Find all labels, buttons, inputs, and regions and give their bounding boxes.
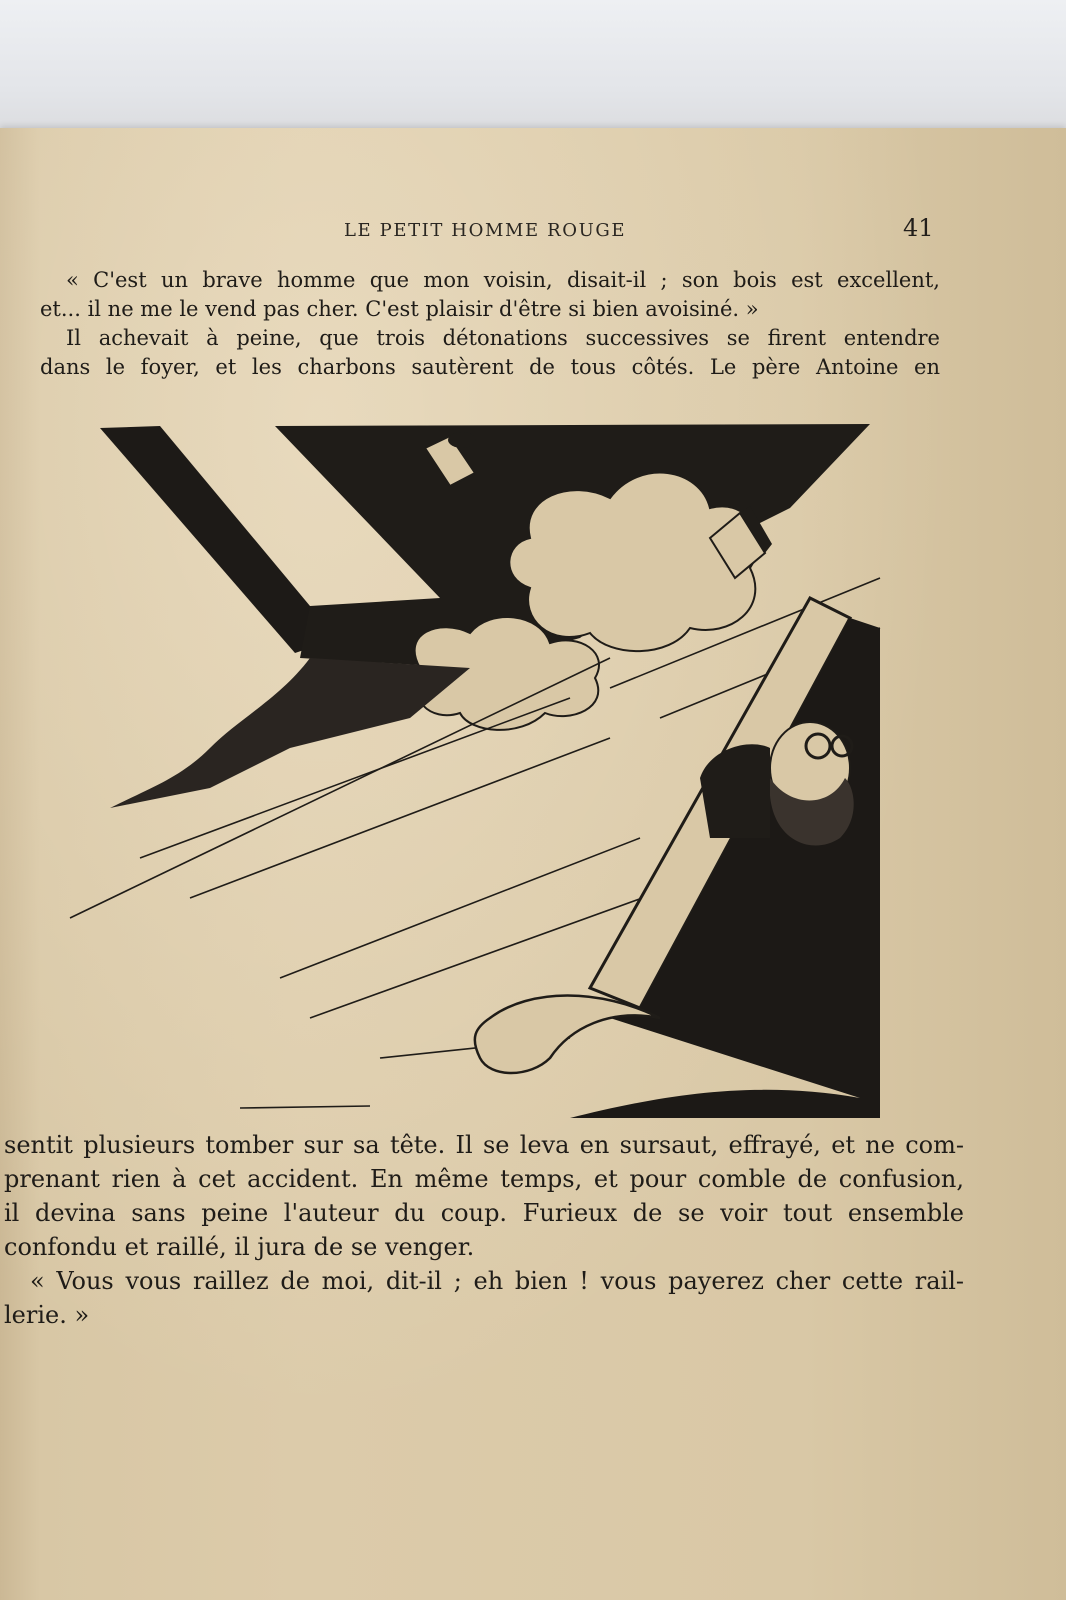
text-line: « C'est un brave homme que mon voisin, disait-il ; son bois est excellent,: [66, 268, 940, 292]
text-line: « Vous vous raillez de moi, dit-il ; eh bien ! vous payerez cher cette rail-: [30, 1267, 964, 1295]
text-line: il devina sans peine l'auteur du coup. Furieux de se voir tout ensemble: [4, 1199, 964, 1227]
page-number: 41: [903, 214, 934, 242]
text-line: et... il ne me le vend pas cher. C'est plaisir d'être si bien avoisiné. »: [40, 297, 759, 321]
illustration-drawing: [50, 418, 910, 1118]
text-line: confondu et raillé, il jura de se venger.: [4, 1233, 475, 1261]
text-block-bottom: [4, 1128, 964, 1332]
illustration: [50, 418, 910, 1118]
text-line: prenant rien à cet accident. En même temps, et pour comble de confusion,: [4, 1165, 964, 1193]
running-title: LE PETIT HOMME ROUGE: [344, 220, 627, 241]
text-line: sentit plusieurs tomber sur sa tête. Il se leva en sursaut, effrayé, et ne com-: [4, 1131, 964, 1159]
chimney-edge-shape: [100, 426, 310, 653]
dark-hole: [570, 618, 880, 1118]
flying-slipper: [475, 996, 660, 1074]
text-line: lerie. »: [4, 1301, 90, 1329]
running-head: [0, 214, 1066, 250]
text-line: Il achevait à peine, que trois détonations successives se firent entendre: [66, 326, 940, 350]
text-line: dans le foyer, et les charbons sautèrent de tous côtés. Le père Antoine en: [40, 355, 940, 379]
smoke-lower-shadow: [110, 658, 470, 808]
book-page: [0, 128, 1066, 1600]
text-block-top: [40, 266, 940, 382]
